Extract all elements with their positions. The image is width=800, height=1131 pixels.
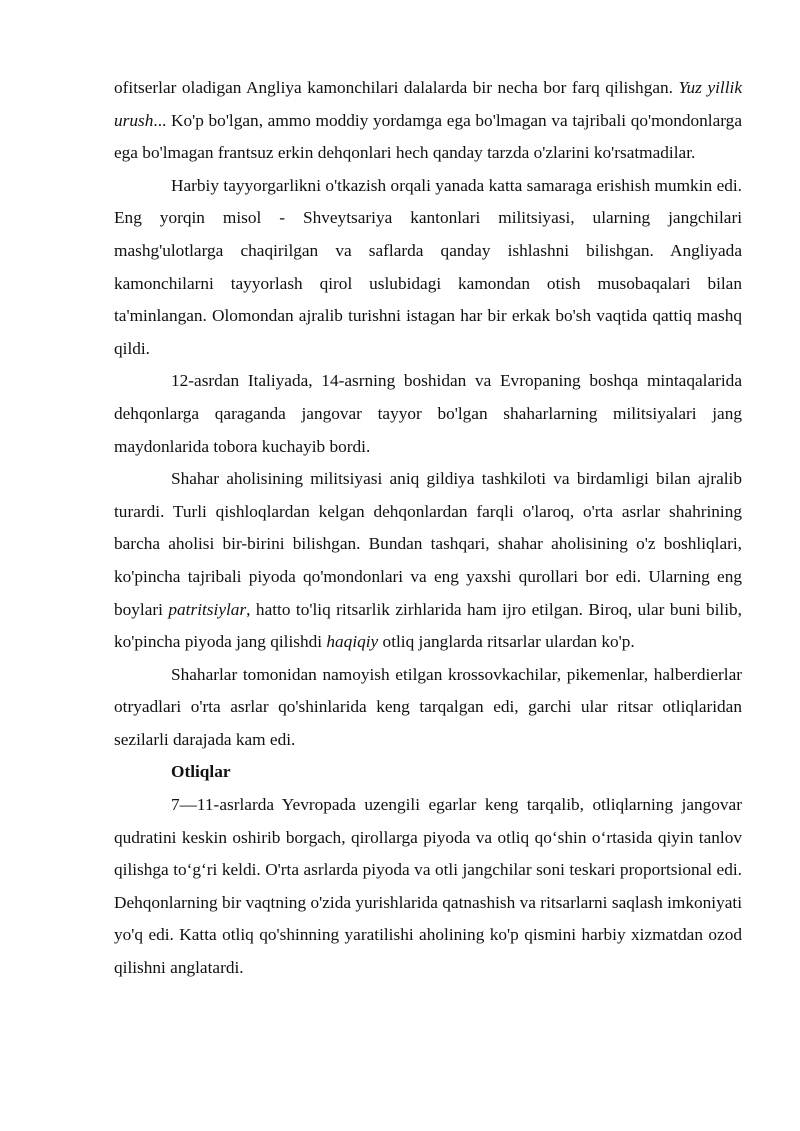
- paragraph-4-text-a: Shahar aholisining militsiyasi aniq gildiya tashkiloti va birdamligi bilan ajralib turardi. Turli qishloqlardan kelgan dehqonlardan farqli o'laroq, o'rta asrlar shahrining barcha aholisi bir-birini bilishgan. Bundan tashqari, shahar aholisining o'z boshliqlari, ko'pincha tajribali piyoda qo'mondonlari va eng yaxshi qurollari bor edi. Ularning eng boylari: [114, 469, 742, 619]
- paragraph-4-text-b: , hatto to'liq ritsarlik zirhlarida ham ijro etilgan. Biroq, ular buni bilib, ko'pincha piyoda jang qilishdi: [114, 599, 742, 652]
- paragraph-1: [114, 72, 742, 170]
- paragraph-1-italic-term: Yuz yillik urush: [114, 78, 742, 130]
- paragraph-4-italic-term-1: patritsiylar: [168, 599, 247, 619]
- paragraph-4-text-c: otliq janglarda ritsarlar ulardan ko'p.: [378, 632, 635, 652]
- paragraph-2: Harbiy tayyorgarlikni o'tkazish orqali yanada katta samaraga erishish mumkin edi. Eng yorqin misol - Shveytsariya kantonlari militsiyasi, ularning jangchilari mashg'ulotlarga chaqirilgan va saflarda qanday ishlashni bilishgan. Angliyada kamonchilarni tayyorlash qirol uslubidagi kamondan otish musobaqalari bilan ta'minlangan. Olomondan ajralib turishni istagan har bir erkak bo'sh vaqtida qattiq mashq qildi.: [114, 175, 742, 358]
- section-heading: Otliqlar: [171, 762, 231, 782]
- paragraph-4: [114, 463, 742, 659]
- paragraph-1-text-b: ... Ko'p bo'lgan, ammo moddiy yordamga ega bo'lmagan va tajribali qo'mondonlarga ega bo'lmagan frantsuz erkin dehqonlari hech qanday tarzda o'zlarini ko'rsatmadilar.: [114, 110, 742, 163]
- document-body: [114, 72, 742, 985]
- paragraph-3: 12-asrdan Italiyada, 14-asrning boshidan va Evropaning boshqa mintaqalarida dehqonlarga qaraganda jangovar tayyor bo'lgan shaharlarning militsiyalari jang maydonlarida tobora kuchayib bordi.: [114, 371, 742, 456]
- paragraph-6: 7—11-asrlarda Yevropada uzengili egarlar keng tarqalib, otliqlarning jangovar qudratini keskin oshirib borgach, qirollarga piyoda va otliq qo‘shin o‘rtasida qiyin tanlov qilishga to‘g‘ri keldi. O'rta asrlarda piyoda va otli jangchilar soni teskari proportsional edi. Dehqonlarning bir vaqtning o'zida yurishlarida qatnashish va ritsarlarni saqlash imkoniyati yo'q edi. Katta otliq qo'shinning yaratilishi aholining ko'p qismini harbiy xizmatdan ozod qilishni anglatardi.: [114, 795, 742, 978]
- paragraph-5: Shaharlar tomonidan namoyish etilgan krossovkachilar, pikemenlar, halberdierlar otryadlari o'rta asrlar qo'shinlarida keng tarqalgan edi, garchi ular ritsar otliqlaridan sezilarli darajada kam edi.: [114, 664, 742, 749]
- paragraph-1-text-a: ofitserlar oladigan Angliya kamonchilari dalalarda bir necha bor farq qilishgan.: [114, 78, 679, 97]
- paragraph-4-italic-term-2: haqiqiy: [326, 632, 379, 652]
